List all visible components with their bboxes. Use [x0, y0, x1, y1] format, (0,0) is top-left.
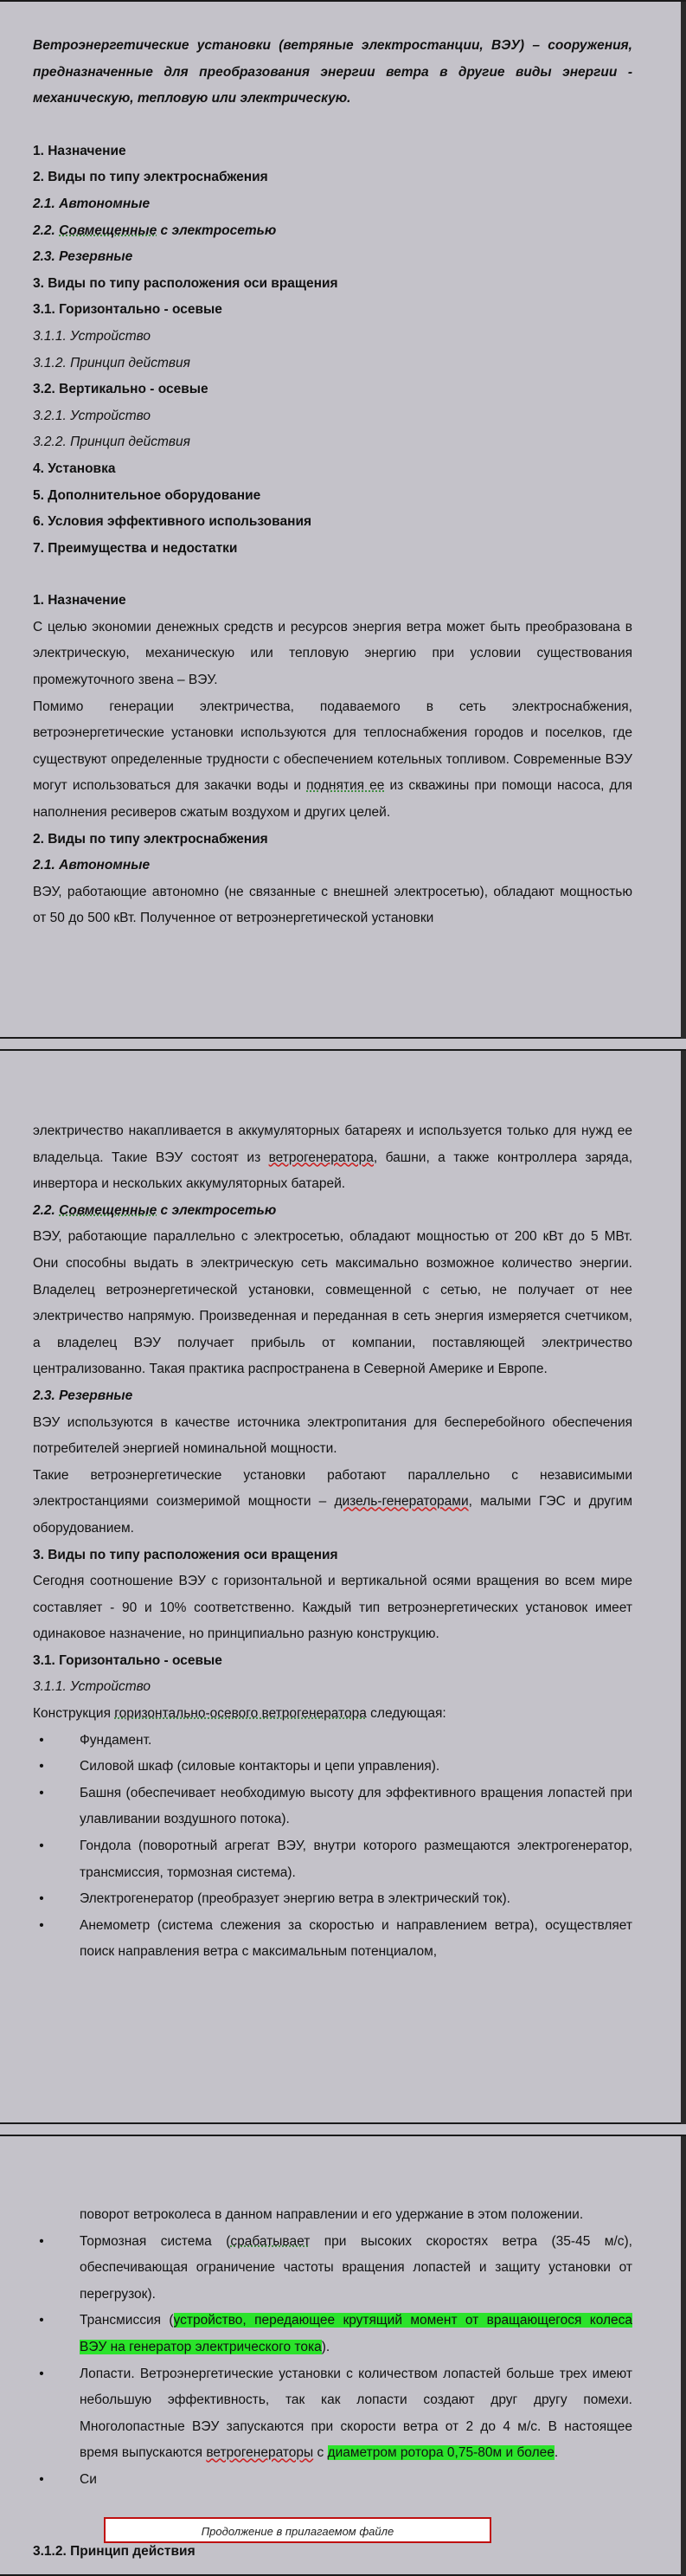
- text-run: с электросетью: [157, 1202, 277, 1218]
- component-list: [33, 1728, 632, 1966]
- text-run-underlined: ветрогенератора: [268, 1150, 374, 1165]
- text-run-highlighted: диаметром ротора 0,75-80м и более: [327, 2445, 555, 2461]
- continuation-note[interactable]: Продолжение в прилагаемом файле: [104, 2517, 491, 2543]
- bullet-icon: •: [39, 1917, 44, 1933]
- list-item: [39, 2467, 632, 2494]
- toc-item[interactable]: 3.1.2. Принцип действия: [33, 355, 190, 370]
- toc-item[interactable]: 3.1.1. Устройство: [33, 328, 151, 344]
- intro-paragraph: Ветроэнергетические установки (ветряные электростанции, ВЭУ) – сооружения, предназначенные для преобразования энергии ветра в другие виды энергии - механическую, тепловую или электрическую.: [33, 38, 632, 106]
- text-run-underlined: Совмещенные: [59, 1202, 157, 1218]
- toc-item[interactable]: 2.3. Резервные: [33, 249, 133, 265]
- component-list-continued: [39, 2202, 633, 2494]
- list-item: [39, 2361, 632, 2467]
- toc-item[interactable]: 3.1. Горизонтально - осевые: [33, 302, 222, 318]
- body-paragraph: С целью экономии денежных средств и ресурсов энергия ветра может быть преобразована в электрическую, механическую или тепловую энергию при условии существования промежуточного звена – ВЭУ.: [33, 619, 632, 688]
- bullet-icon: •: [39, 2366, 44, 2381]
- section-heading: 1. Назначение: [33, 593, 126, 609]
- subsection-heading: 3.1. Горизонтально - осевые: [33, 1652, 222, 1668]
- body-paragraph: [33, 1463, 632, 1542]
- body-paragraph: [33, 694, 632, 827]
- text-run-underlined: срабатывает: [230, 2233, 311, 2249]
- list-item: [39, 2308, 633, 2360]
- list-item-text: Башня (обеспечивает необходимую высоту для эффективного вращения лопастей при улавливании воздушного потока).: [80, 1785, 632, 1827]
- bullet-icon: •: [39, 1839, 44, 1854]
- text-run: ).: [321, 2339, 330, 2354]
- toc-item[interactable]: 3.2.2. Принцип действия: [33, 435, 190, 450]
- toc-item-number: 2.2.: [33, 222, 60, 238]
- body-paragraph: [33, 1118, 632, 1198]
- bullet-icon: •: [39, 2233, 44, 2249]
- text-run: Тормозная система (: [80, 2233, 231, 2249]
- text-run: из скважины при помощи насоса, для наполнения ресиверов сжатым воздухом и других целей.: [33, 778, 632, 821]
- table-of-contents: [33, 138, 632, 563]
- toc-item-rest: с электросетью: [157, 222, 277, 238]
- list-item: [33, 1728, 632, 1755]
- toc-item[interactable]: 6. Условия эффективного использования: [33, 514, 312, 530]
- bullet-icon: •: [39, 2471, 44, 2487]
- subsection-heading: 2.3. Резервные: [33, 1388, 133, 1403]
- toc-item[interactable]: 3. Виды по типу расположения оси вращения: [33, 275, 338, 291]
- section-heading: 3. Виды по типу расположения оси вращения: [33, 1547, 338, 1562]
- document-page-2: [0, 1049, 686, 2124]
- section-heading: 2. Виды по типу электроснабжения: [33, 831, 268, 847]
- text-run: .: [554, 2445, 559, 2461]
- document-page-3: [0, 2135, 686, 2576]
- text-run-underlined: дизель-генераторами: [334, 1494, 469, 1510]
- toc-item[interactable]: 1. Назначение: [33, 143, 126, 158]
- bullet-icon: •: [39, 1759, 44, 1774]
- list-item-text: Электрогенератор (преобразует энергию ветра в электрический ток).: [80, 1891, 510, 1907]
- list-item-text: Фундамент.: [80, 1732, 152, 1748]
- bullet-icon: •: [39, 1732, 44, 1748]
- text-run: , башни, а также контроллера заряда, инвертора и нескольких аккумуляторных батарей.: [33, 1150, 632, 1192]
- cutoff-heading: 3.1.2. Принцип действия: [33, 2544, 196, 2559]
- text-run-underlined: горизонтально-осевого ветрогенератора: [114, 1706, 367, 1722]
- body-paragraph: Сегодня соотношение ВЭУ с горизонтальной и вертикальной осями вращения во всем мире составляет - 90 и 10% соответственно. Каждый тип ветроэнергетических установок имеет одинаковое назначение, но принципиально разную конструкцию.: [33, 1574, 632, 1642]
- text-run-underlined: ветрогенераторы: [206, 2445, 314, 2461]
- bullet-icon: •: [39, 1891, 44, 1907]
- body-paragraph: [33, 1701, 632, 1728]
- text-run: Такие ветроэнергетические установки работают параллельно с независимыми электростанциями соизмеримой мощности –: [33, 1467, 632, 1510]
- list-item: [33, 1886, 632, 1913]
- body-paragraph: ВЭУ используются в качестве источника электропитания для бесперебойного обеспечения потребителей энергией номинальной мощности.: [33, 1414, 632, 1457]
- text-run-underlined: поднятия ее: [306, 778, 385, 794]
- document-page-1: [0, 0, 686, 1039]
- text-run: при высоких скоростях ветра (35-45 м/с), обеспечивающая ограничение частоты вращения лопастей и защиту установки от перегрузок).: [80, 2233, 632, 2302]
- list-item-continuation: поворот ветроколеса в данном направлении и его удержание в этом положении.: [80, 2207, 584, 2222]
- list-item: [33, 1833, 632, 1886]
- toc-item[interactable]: 2. Виды по типу электроснабжения: [33, 170, 268, 185]
- list-item-text: Силовой шкаф (силовые контакторы и цепи управления).: [80, 1759, 440, 1774]
- body-paragraph: ВЭУ, работающие параллельно с электросетью, обладают мощностью от 200 кВт до 5 МВт. Они способны выдать в электрическую сеть максимально возможное количество энергии. Владелец ветроэнергетической установки, совмещенной с сетью, не получает от нее электричество напрямую. Произведенная и переданная в сеть энергия измеряется счетчиком, а владелец ВЭУ получает прибыль от компании, поставляющей электричество централизованно. Такая практика распространена в Северной Америке и Европе.: [33, 1229, 632, 1377]
- list-item-text: Си: [80, 2471, 97, 2487]
- text-run: Лопасти. Ветроэнергетические установки с количеством лопастей больше трех имеют небольшую эффективность, так как лопасти создают друг другу помехи. Многолопастные ВЭУ запускаются при скорости ветра от 2 до 4 м/с. В настоящее время выпускаются: [80, 2366, 632, 2461]
- subsection-heading: 2.1. Автономные: [33, 858, 151, 873]
- text-run: Помимо генерации электричества, подаваемого в сеть электроснабжения, ветроэнергетические установки используются для теплоснабжения городов и поселков, где существуют определенные трудности с обеспечением котельных топливом. Современные ВЭУ могут использоваться для закачки воды и: [33, 699, 632, 794]
- body-paragraph: ВЭУ, работающие автономно (не связанные с внешней электросетью), обладают мощностью от 50 до 500 кВт. Полученное от ветроэнергетической установки: [33, 884, 632, 926]
- toc-item[interactable]: [33, 218, 632, 245]
- list-item: [33, 1913, 632, 1966]
- toc-item[interactable]: 5. Дополнительное оборудование: [33, 487, 261, 503]
- list-item: [33, 1781, 632, 1833]
- subsection-heading: [33, 1198, 632, 1225]
- text-run: с: [313, 2445, 328, 2461]
- text-run: Конструкция: [33, 1706, 115, 1722]
- subsubsection-heading: 3.1.1. Устройство: [33, 1679, 151, 1695]
- text-run: следующая:: [366, 1706, 446, 1722]
- list-item-text: Анемометр (система слежения за скоростью и направлением ветра), осуществляет поиск направления ветра с максимальным потенциалом,: [80, 1917, 632, 1960]
- toc-item[interactable]: 7. Преимущества и недостатки: [33, 540, 238, 556]
- text-run-highlighted: устройство, передающее крутящий момент от вращающегося колеса ВЭУ на генератор электрического тока: [80, 2313, 633, 2354]
- toc-item-underlined: Совмещенные: [59, 222, 157, 238]
- list-item: [39, 2229, 632, 2309]
- toc-item[interactable]: 3.2.1. Устройство: [33, 408, 151, 423]
- list-item: [33, 1754, 632, 1781]
- toc-item[interactable]: 3.2. Вертикально - осевые: [33, 382, 208, 397]
- list-item-text: Гондола (поворотный агрегат ВЭУ, внутри которого размещаются электрогенератор, трансмиссия, тормозная система).: [80, 1839, 632, 1880]
- toc-item[interactable]: 4. Установка: [33, 460, 116, 476]
- bullet-icon: •: [39, 1785, 44, 1800]
- text-run: , малыми ГЭС и другим оборудованием.: [33, 1494, 632, 1536]
- text-run: электричество накапливается в аккумуляторных батареях и используется только для нужд ее владельца. Такие ВЭУ состоят из: [33, 1124, 632, 1165]
- text-run: Трансмиссия (: [80, 2313, 174, 2328]
- bullet-icon: •: [39, 2313, 44, 2328]
- toc-item[interactable]: 2.1. Автономные: [33, 196, 151, 211]
- text-run: 2.2.: [33, 1202, 60, 1218]
